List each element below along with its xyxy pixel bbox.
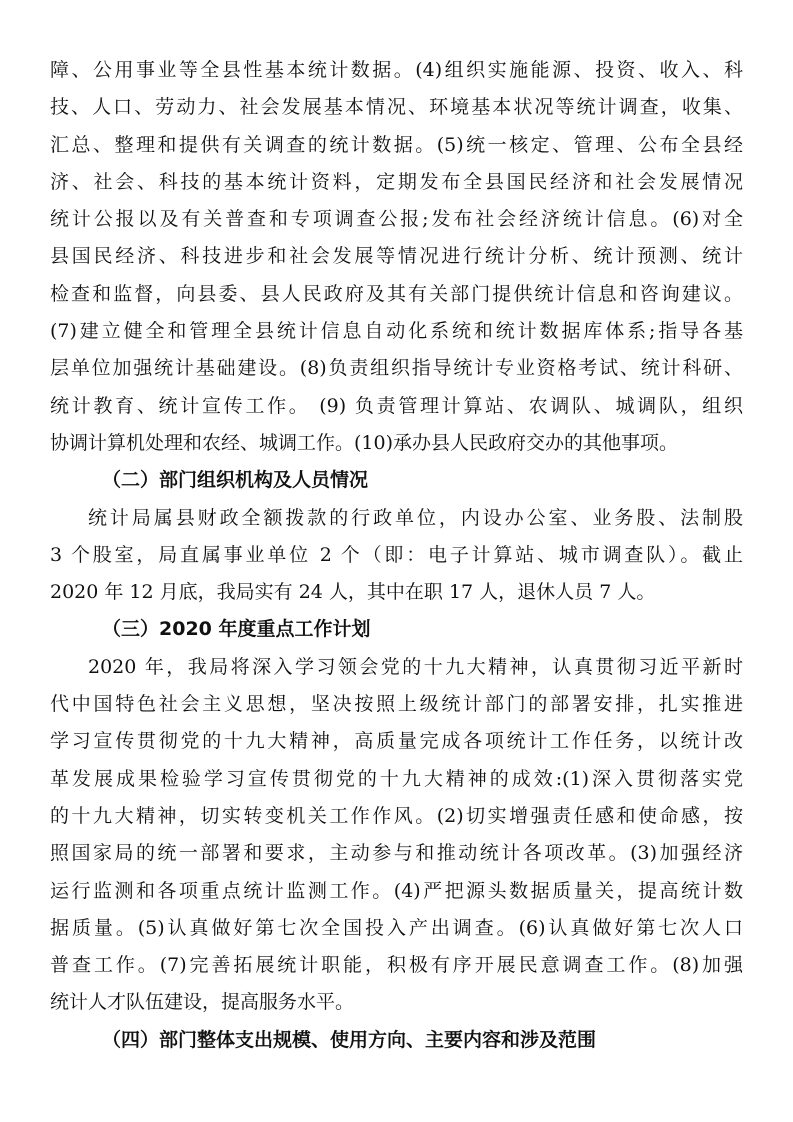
text-line: 普查工作。(7)完善拓展统计职能，积极有序开展民意调查工作。(8)加强	[50, 954, 743, 977]
text-line: 的十九大精神，切实转变机关工作作风。(2)切实增强责任感和使命感，按	[50, 804, 743, 827]
document-page	[50, 52, 743, 1059]
text-line: 统计局属县财政全额拨款的行政单位，内设办公室、业务股、法制股	[88, 506, 743, 529]
text-line: 统计教育、统计宣传工作。 (9) 负责管理计算站、农调队、城调队，组织	[50, 394, 743, 417]
text-line: (7)建立健全和管理全县统计信息自动化系统和统计数据库体系;指导各基	[50, 320, 743, 343]
text-line: 3 个股室，局直属事业单位 2 个（即：电子计算站、城市调查队）。截止	[50, 543, 743, 566]
text-line: 运行监测和各项重点统计监测工作。(4)严把源头数据质量关，提高统计数	[50, 879, 743, 902]
text-line: 检查和监督，向县委、县人民政府及其有关部门提供统计信息和咨询建议。	[50, 282, 743, 305]
text-line: 照国家局的统一部署和要求，主动参与和推动统计各项改革。(3)加强经济	[50, 842, 743, 865]
paragraph-duties	[50, 52, 743, 462]
text-line: 2020 年，我局将深入学习领会党的十九大精神，认真贯彻习近平新时	[88, 655, 743, 678]
text-line: 统计人才队伍建设，提高服务水平。	[50, 991, 355, 1014]
text-line: 统计公报以及有关普查和专项调查公报;发布社会经济统计信息。(6)对全	[50, 208, 743, 231]
text-line: 汇总、整理和提供有关调查的统计数据。(5)统一核定、管理、公布全县经	[50, 133, 743, 156]
text-line: 革发展成果检验学习宣传贯彻党的十九大精神的成效:(1)深入贯彻落实党	[50, 767, 743, 790]
text-line: 代中国特色社会主义思想，坚决按照上级统计部门的部署安排，扎实推进	[50, 693, 743, 716]
text-line: 技、人口、劳动力、社会发展基本情况、环境基本状况等统计调查，收集、	[50, 96, 743, 119]
section-heading-org: （二）部门组织机构及人员情况	[102, 469, 369, 492]
text-line: 障、公用事业等全县性基本统计数据。(4)组织实施能源、投资、收入、科	[50, 59, 743, 81]
text-line: 协调计算机处理和农经、城调工作。(10)承办县人民政府交办的其他事项。	[50, 431, 679, 454]
paragraph-org	[50, 500, 743, 612]
text-line: 据质量。(5)认真做好第七次全国投入产出调查。(6)认真做好第七次人口	[50, 916, 743, 939]
paragraph-plan	[50, 649, 743, 1022]
section-heading-plan: （三）2020 年度重点工作计划	[102, 618, 371, 641]
text-line: 学习宣传贯彻党的十九大精神，高质量完成各项统计工作任务，以统计改	[50, 730, 743, 753]
text-line: 县国民经济、科技进步和社会发展等情况进行统计分析、统计预测、统计	[50, 245, 743, 268]
text-line: 2020 年 12 月底，我局实有 24 人，其中在职 17 人，退休人员 7 人。	[50, 581, 656, 604]
text-line: 层单位加强统计基础建设。(8)负责组织指导统计专业资格考试、统计科研、	[50, 357, 743, 380]
text-line: 济、社会、科技的基本统计资料，定期发布全县国民经济和社会发展情况	[50, 170, 743, 193]
section-heading-expenditure: （四）部门整体支出规模、使用方向、主要内容和涉及范围	[102, 1028, 597, 1051]
